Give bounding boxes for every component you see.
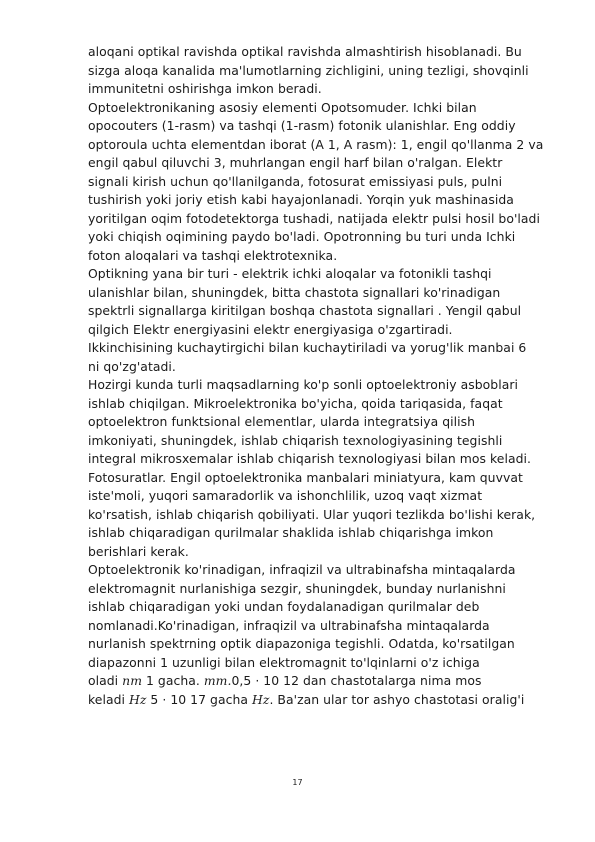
text-line: ishlab chiqaradigan qurilmalar shaklida ishlab chiqarishga imkon [88, 525, 494, 540]
text-line: elektromagnit nurlanishiga sezgir, shuningdek, bunday nurlanishni [88, 580, 506, 596]
unit-label: nm [122, 673, 143, 688]
text-line: Fotosuratlar. Engil optoelektronika manbalari miniatyura, kam quvvat [88, 469, 523, 485]
text-line: optoelektron funktsional elementlar, ularda integratsiya qilish [88, 414, 476, 429]
text-line: sizga aloqa kanalida ma'lumotlarning zichligini, uning tezligi, shovqinli [88, 62, 529, 78]
text-line: signali kirish uchun qo'llanilganda, fotosurat emissiyasi puls, pulni [88, 173, 503, 189]
text-fragment: keladi [88, 691, 129, 707]
page-number: 17 [292, 778, 303, 787]
text-fragment: oladi [88, 673, 123, 688]
text-line: aloqani optikal ravishda optikal ravishda almashtirish hisoblanadi. Bu [88, 44, 522, 59]
text-fragment: 0,5 · 10 12 dan chastotalarga nima mos [231, 673, 482, 688]
unit-label: mm. [203, 673, 232, 688]
text-line: nurlanish spektrning optik diapazoniga tegishli. Odatda, ko'rsatilgan [88, 636, 515, 651]
text-line: berishlari kerak. [88, 543, 189, 559]
text-line: ko'rsatish, ishlab chiqarish qobiliyati. Ular yuqori tezlikda bo'lishi kerak, [88, 506, 536, 522]
unit-label: Hz [252, 691, 270, 707]
text-line: ni qo'zg'atadi. [88, 358, 176, 374]
text-line: imkoniyati, shuningdek, ishlab chiqarish texnologiyasining tegishli [88, 432, 503, 448]
text-line: Hozirgi kunda turli maqsadlarning ko'p sonli optoelektroniy asboblari [88, 377, 518, 392]
text-fragment: . Ba'zan ular tor ashyo chastotasi oralig'i [269, 691, 525, 707]
text-line: integral mikrosxemalar ishlab chiqarish texnologiyasi bilan mos keladi. [88, 451, 531, 466]
unit-label: Hz [129, 691, 147, 707]
text-line: foton aloqalari va tashqi elektrotexnika. [88, 247, 338, 263]
text-line: optoroula uchta elementdan iborat (A 1, A rasm): 1, engil qo'llanma 2 va [88, 136, 544, 152]
text-line: qilgich Elektr energiyasini elektr energiyasiga o'zgartiradi. [88, 321, 453, 337]
text-line: diapazonni 1 uzunligi bilan elektromagnit to'lqinlarni o'z ichiga [88, 654, 480, 670]
text-line: ishlab chiqaradigan yoki undan foydalanadigan qurilmalar deb [88, 599, 480, 614]
text-line: tushirish yoki joriy etish kabi hayajonlanadi. Yorqin yuk mashinasida [88, 192, 514, 207]
text-line-units [88, 691, 588, 710]
text-line: ulanishlar bilan, shuningdek, bitta chastota signallari ko'rinadigan [88, 284, 501, 300]
text-line: Optoelektronikaning asosiy elementi Opotsomuder. Ichki bilan [88, 99, 477, 115]
text-line: nomlanadi.Ko'rinadigan, infraqizil va ultrabinafsha mintaqalarda [88, 617, 490, 633]
body-text [88, 43, 588, 709]
text-fragment: 1 gacha. [142, 673, 204, 688]
text-line: ishlab chiqilgan. Mikroelektronika bo'yicha, qoida tariqasida, faqat [88, 395, 503, 411]
text-line: yoritilgan oqim fotodetektorga tushadi, natijada elektr pulsi hosil bo'ladi [88, 210, 540, 226]
text-line: engil qabul qiluvchi 3, muhrlangan engil harf bilan o'ralgan. Elektr [88, 155, 503, 170]
text-line: iste'moli, yuqori samaradorlik va ishonchlilik, uzoq vaqt xizmat [88, 488, 483, 503]
text-fragment: 5 · 10 17 gacha [146, 691, 252, 707]
text-line: immunitetni oshirishga imkon beradi. [88, 81, 322, 96]
text-line: spektrli signallarga kiritilgan boshqa chastota signallari . Yengil qabul [88, 303, 522, 318]
text-line: Optoelektronik ko'rinadigan, infraqizil va ultrabinafsha mintaqalarda [88, 562, 516, 577]
text-line: Optikning yana bir turi - elektrik ichki aloqalar va fotonikli tashqi [88, 266, 492, 281]
text-line: opocouters (1-rasm) va tashqi (1-rasm) fotonik ulanishlar. Eng oddiy [88, 118, 516, 133]
text-line-units [88, 672, 588, 691]
text-line: yoki chiqish oqimining paydo bo'ladi. Opotronning bu turi unda Ichki [88, 229, 516, 244]
text-line: Ikkinchisining kuchaytirgichi bilan kuchaytiriladi va yorug'lik manbai 6 [88, 340, 527, 355]
